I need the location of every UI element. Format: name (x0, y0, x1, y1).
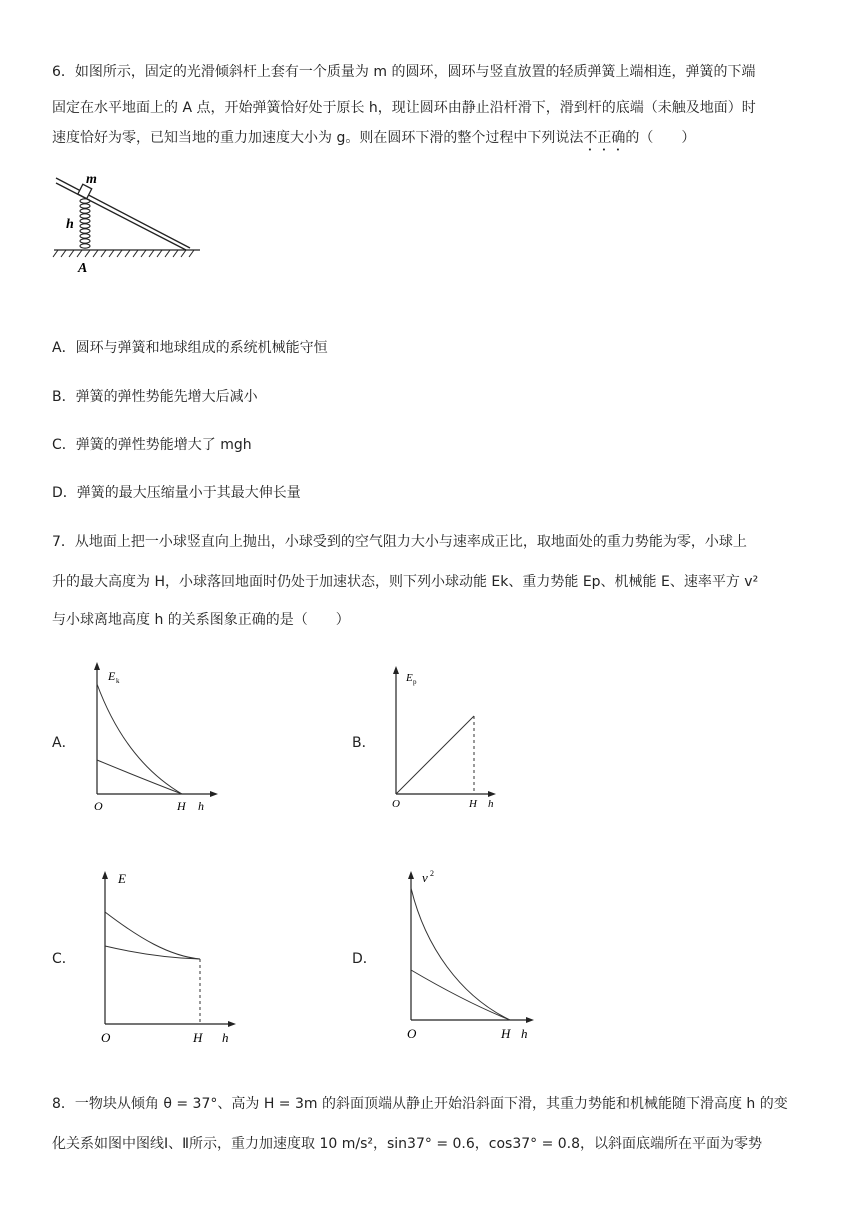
q7-graph-a-ysub: k (116, 677, 120, 685)
q7-line-1: 7．从地面上把一小球竖直向上抛出，小球受到的空气阻力大小与速率成正比，取地面处的重力势能为零，小球上 (52, 534, 747, 550)
q6-option-c[interactable]: C．弹簧的弹性势能增大了 mgh (52, 437, 252, 453)
q7-line-2: 升的最大高度为 H，小球落回地面时仍处于加速状态，则下列小球动能 Ek、重力势能 Ep、机械能 E、速率平方 v² (52, 574, 759, 590)
q6-option-a[interactable]: A．圆环与弹簧和地球组成的系统机械能守恒 (52, 340, 328, 356)
q7-graph-b (386, 664, 506, 814)
q7-graph-b-ysub: p (413, 678, 417, 686)
q7-graph-c (94, 868, 244, 1048)
q7-graph-c-origin: O (101, 1030, 111, 1045)
q7-graph-c-xlabel: h (222, 1030, 229, 1045)
q7-option-b-label[interactable]: B． (352, 735, 376, 751)
q6-line-3-a: 速度恰好为零，已知当地的重力加速度大小为 g。则在圆环下滑的整个过程中下列说法 (52, 130, 584, 146)
q7-graph-d-xlabel: h (521, 1026, 528, 1041)
q7-graph-b-xlabel: h (488, 798, 494, 810)
q7-graph-b-ylabel: E (406, 672, 413, 684)
q6-fig-label-a: A (78, 261, 88, 276)
q6-fig-label-m: m (86, 172, 97, 187)
q7-option-d-label[interactable]: D． (352, 951, 377, 967)
q6-option-d[interactable]: D．弹簧的最大压缩量小于其最大伸长量 (52, 485, 301, 501)
q8-line-1: 8．一物块从倾角 θ = 37°、高为 H = 3m 的斜面顶端从静止开始沿斜面下滑，其重力势能和机械能随下滑高度 h 的变 (52, 1096, 788, 1112)
q7-graph-d-origin: O (407, 1026, 417, 1041)
q7-graph-d (400, 866, 550, 1046)
q7-graph-d-ylabel: v (422, 870, 428, 885)
q7-graph-c-ylabel: E (118, 871, 126, 886)
q7-graph-d-ysup: 2 (430, 869, 434, 878)
q7-graph-b-origin: O (392, 798, 400, 810)
q7-graph-a-ylabel: E (108, 669, 116, 683)
q7-graph-c-h-max: H (193, 1030, 203, 1045)
q6-fig-label-h: h (66, 217, 74, 232)
q6-line-3 (52, 127, 695, 154)
q7-graph-a (86, 660, 226, 816)
q7-option-c-label[interactable]: C． (52, 951, 76, 967)
q7-graph-b-h-max: H (469, 798, 477, 810)
q6-line-2: 固定在水平地面上的 A 点，开始弹簧恰好处于原长 h，现让圆环由静止沿杆滑下，滑到杆的底端（未触及地面）时 (52, 100, 756, 116)
q6-option-b[interactable]: B．弹簧的弹性势能先增大后减小 (52, 389, 258, 405)
q6-line-3-c: 的（ ） (625, 130, 696, 146)
q7-graph-a-origin: O (94, 799, 103, 813)
q7-graph-d-h-max: H (501, 1026, 511, 1041)
q6-emphasis-not-correct: 不正确 (583, 130, 626, 146)
q6-figure (50, 170, 210, 280)
q7-line-3: 与小球离地高度 h 的关系图象正确的是（ ） (52, 612, 350, 628)
q7-graph-a-h-max: H (177, 799, 186, 813)
q7-graph-a-xlabel: h (198, 799, 204, 813)
q6-line-1: 6．如图所示，固定的光滑倾斜杆上套有一个质量为 m 的圆环，圆环与竖直放置的轻质弹簧上端相连，弹簧的下端 (52, 64, 756, 80)
q7-option-a-label[interactable]: A． (52, 735, 76, 751)
q8-line-2: 化关系如图中图线Ⅰ、Ⅱ所示，重力加速度取 10 m/s²，sin37° = 0.6，cos37° = 0.8，以斜面底端所在平面为零势 (52, 1136, 763, 1152)
